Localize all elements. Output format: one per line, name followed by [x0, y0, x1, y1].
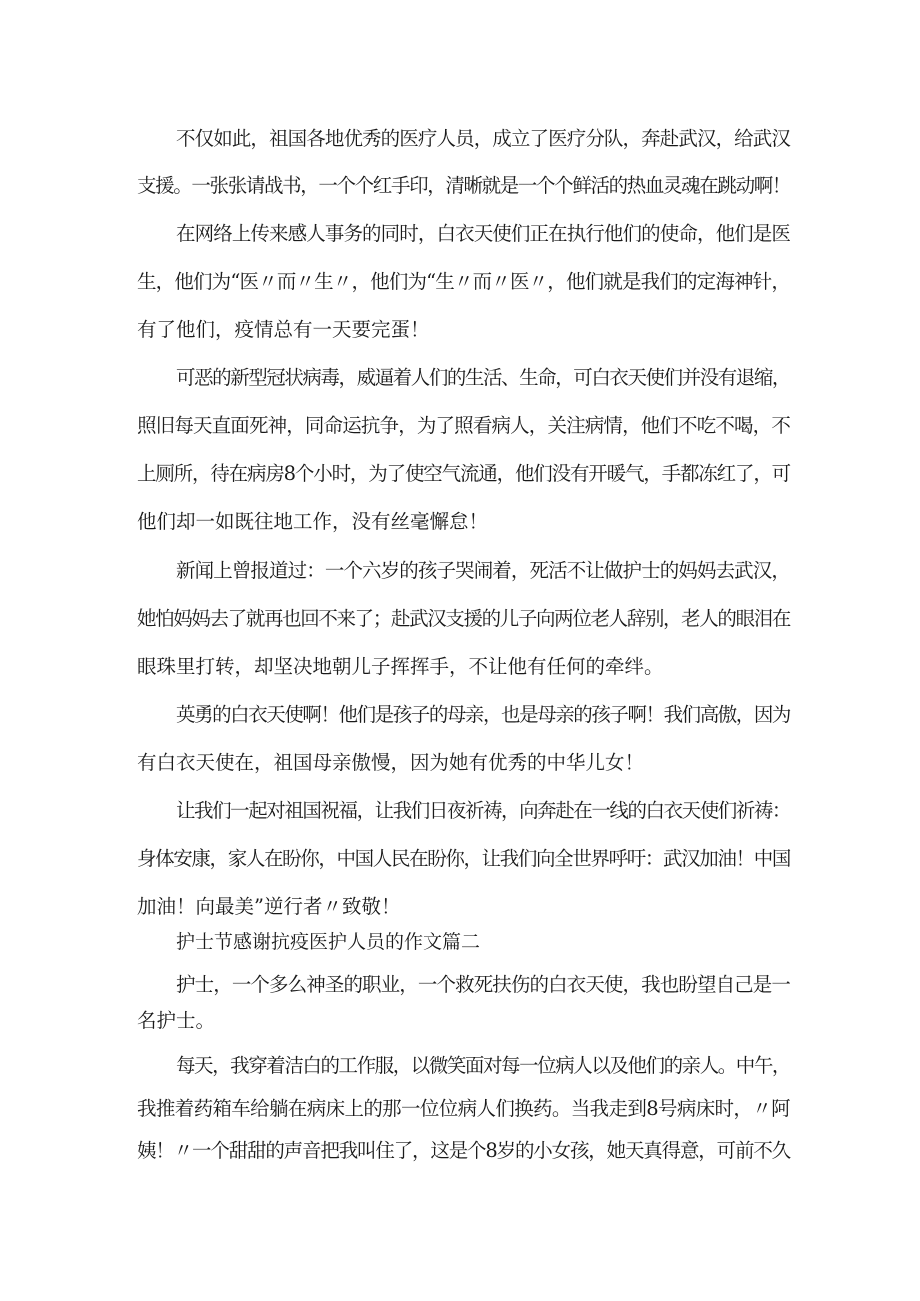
text-line: 照旧每天直面死神，同命运抗争，为了照看病人，关注病情，他们不吃不喝，不 — [137, 414, 790, 437]
text-line: 我推着药箱车给躺在病床上的那一位位病人们换药。当我走到8号病床时，〃阿 — [137, 1097, 790, 1120]
text-line: 身体安康，家人在盼你，中国人民在盼你，让我们向全世界呼吁：武汉加油！中国 — [137, 847, 790, 870]
text-line: 每天，我穿着洁白的工作服，以微笑面对每一位病人以及他们的亲人。中午， — [176, 1054, 790, 1077]
text-line: 生，他们为“医〃而〃生〃，他们为“生〃而〃医〃，他们就是我们的定海神针， — [137, 270, 790, 293]
text-line: 护士，一个多么神圣的职业，一个救死扶伤的白衣天使，我也盼望自己是一 — [176, 973, 790, 996]
text-line: 让我们一起对祖国祝福，让我们日夜祈祷，向奔赴在一线的白衣天使们祈祷： — [176, 799, 790, 822]
text-line: 他们却一如既往地工作，没有丝毫懈怠！ — [137, 510, 489, 533]
text-line: 可恶的新型冠状病毒，威逼着人们的生活、生命，可白衣天使们并没有退缩， — [176, 366, 790, 389]
text-line: 有了他们，疫情总有一天要完蛋！ — [137, 318, 430, 341]
text-line: 眼珠里打转，却坚决地朝儿子挥挥手，不让他有任何的牵绊。 — [137, 655, 664, 678]
text-line: 名护士。 — [137, 1009, 216, 1032]
text-line: 在网络上传来感人事务的同时，白衣天使们正在执行他们的使命，他们是医 — [176, 222, 790, 245]
text-line: 姨！〃一个甜甜的声音把我叫住了，这是个8岁的小女孩，她天真得意，可前不久 — [137, 1139, 790, 1162]
text-line: 支援。一张张请战书，一个个红手印，清晰就是一个个鲜活的热血灵魂在跳动啊！ — [137, 174, 790, 197]
text-line: 新闻上曾报道过：一个六岁的孩子哭闹着，死活不让做护士的妈妈去武汉， — [176, 559, 790, 582]
section-heading: 护士节感谢抗疫医护人员的作文篇二 — [176, 931, 481, 953]
text-line: 英勇的白衣天使啊！他们是孩子的母亲，也是母亲的孩子啊！我们高傲，因为 — [176, 703, 790, 726]
text-line: 不仅如此，祖国各地优秀的医疗人员，成立了医疗分队，奔赴武汉，给武汉 — [176, 127, 790, 150]
text-line: 有白衣天使在，祖国母亲傲慢，因为她有优秀的中华儿女！ — [137, 751, 645, 774]
text-line: 上厕所，待在病房8个小时，为了使空气流通，他们没有开暖气，手都冻红了，可 — [137, 462, 790, 485]
text-line: 加油！向最美”逆行者〃致敬！ — [137, 895, 401, 918]
text-line: 她怕妈妈去了就再也回不来了；赴武汉支援的儿子向两位老人辞别，老人的眼泪在 — [137, 607, 790, 630]
